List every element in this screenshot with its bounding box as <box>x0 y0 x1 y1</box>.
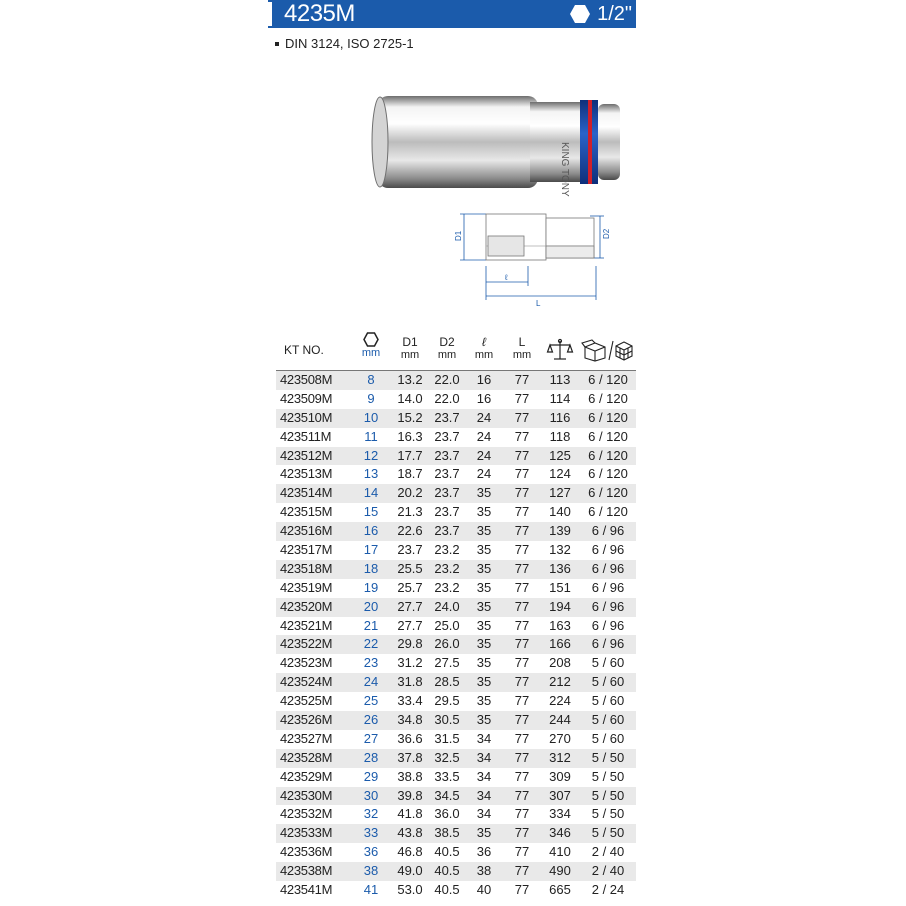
L-cell: 77 <box>514 560 530 576</box>
table-row <box>276 560 636 579</box>
L-cell: 77 <box>514 787 530 803</box>
l-cell: 34 <box>476 749 492 765</box>
L-cell: 77 <box>514 882 530 898</box>
size-cell: 36 <box>363 844 379 860</box>
L-cell: 77 <box>514 768 530 784</box>
d1-cell: 25.7 <box>397 579 423 595</box>
header-d2 <box>429 336 465 376</box>
packing-cell: 5 / 50 <box>591 825 625 841</box>
packing-cell: 6 / 120 <box>588 485 628 501</box>
d2-cell: 34.5 <box>434 787 460 803</box>
l-cell: 24 <box>476 428 492 444</box>
size-cell: 26 <box>363 712 379 728</box>
kt-no-cell: 423516M <box>280 523 333 539</box>
drive-label: 1/2" <box>597 3 632 25</box>
header-size-unit: mm <box>361 347 381 359</box>
kt-no-cell: 423509M <box>280 390 333 406</box>
d1-cell: 20.2 <box>397 485 423 501</box>
table-row <box>276 409 636 428</box>
l-cell: 34 <box>476 768 492 784</box>
weight-cell: 113 <box>549 372 571 387</box>
size-cell: 8 <box>367 372 375 387</box>
L-cell: 77 <box>514 598 530 614</box>
packing-cell: 5 / 50 <box>591 806 625 822</box>
size-cell: 23 <box>363 655 379 671</box>
l-cell: 35 <box>476 523 492 539</box>
kt-no-cell: 423522M <box>280 636 333 652</box>
d1-cell: 39.8 <box>397 787 423 803</box>
kt-no-cell: 423541M <box>280 882 333 898</box>
d1-cell: 34.8 <box>397 712 423 728</box>
weight-cell: 270 <box>549 730 571 746</box>
kt-no-cell: 423527M <box>280 730 333 746</box>
packing-cell: 2 / 40 <box>591 863 625 879</box>
L-cell: 77 <box>514 655 530 671</box>
kt-no-cell: 423538M <box>280 863 333 879</box>
d1-cell: 18.7 <box>397 466 423 482</box>
weight-cell: 124 <box>549 466 571 482</box>
d2-cell: 30.5 <box>434 712 460 728</box>
weight-cell: 163 <box>549 617 571 633</box>
packing-cell: 6 / 96 <box>591 598 625 614</box>
L-cell: 77 <box>514 844 530 860</box>
weight-cell: 490 <box>549 863 571 879</box>
kt-no-cell: 423524M <box>280 674 333 690</box>
packing-cell: 5 / 60 <box>591 693 625 709</box>
table-row <box>276 465 636 484</box>
kt-no-cell: 423520M <box>280 598 333 614</box>
table-row <box>276 730 636 749</box>
weight-cell: 307 <box>549 787 571 803</box>
kt-no-cell: 423517M <box>280 542 333 558</box>
d1-cell: 21.3 <box>397 504 423 520</box>
packing-cell: 6 / 96 <box>591 636 625 652</box>
kt-no-cell: 423512M <box>280 447 333 463</box>
weight-cell: 166 <box>549 636 571 652</box>
packing-cell: 6 / 96 <box>591 617 625 633</box>
table-row <box>276 598 636 617</box>
table-row <box>276 862 636 881</box>
table-row <box>276 371 636 390</box>
weight-cell: 410 <box>549 844 571 860</box>
d1-cell: 33.4 <box>397 693 423 709</box>
l-cell: 35 <box>476 674 492 690</box>
d1-cell: 22.6 <box>397 523 423 539</box>
L-cell: 77 <box>514 749 530 765</box>
L-cell: 77 <box>514 372 530 387</box>
table-row <box>276 447 636 466</box>
d2-cell: 40.5 <box>434 863 460 879</box>
packing-cell: 6 / 120 <box>588 390 628 406</box>
kt-no-cell: 423528M <box>280 749 333 765</box>
l-cell: 35 <box>476 560 492 576</box>
packing-cell: 6 / 96 <box>591 523 625 539</box>
l-cell: 35 <box>476 693 492 709</box>
L-cell: 77 <box>514 636 530 652</box>
table-row <box>276 711 636 730</box>
packing-cell: 2 / 40 <box>591 844 625 860</box>
packing-cell: 6 / 120 <box>588 447 628 463</box>
packing-cell: 6 / 120 <box>588 372 628 387</box>
table-header <box>276 330 636 371</box>
d2-cell: 22.0 <box>434 390 460 406</box>
d2-cell: 23.2 <box>434 542 460 558</box>
packing-cell: 5 / 50 <box>591 768 625 784</box>
product-title: 4235M <box>284 0 355 27</box>
L-cell: 77 <box>514 674 530 690</box>
d2-cell: 23.7 <box>434 428 460 444</box>
header-band <box>268 0 636 28</box>
kt-no-cell: 423532M <box>280 806 333 822</box>
weight-cell: 244 <box>549 712 571 728</box>
d2-cell: 38.5 <box>434 825 460 841</box>
size-cell: 29 <box>363 768 379 784</box>
table-row <box>276 843 636 862</box>
table-row <box>276 579 636 598</box>
d1-cell: 25.5 <box>397 560 423 576</box>
size-cell: 27 <box>363 730 379 746</box>
d1-label: D1 <box>454 230 463 241</box>
size-cell: 19 <box>363 579 379 595</box>
table-body <box>276 371 636 900</box>
header-L <box>504 336 540 376</box>
d2-cell: 23.7 <box>434 466 460 482</box>
d2-label: D2 <box>602 228 611 239</box>
kt-no-cell: 423513M <box>280 466 333 482</box>
d1-cell: 43.8 <box>397 825 423 841</box>
d1-cell: 46.8 <box>397 844 423 860</box>
L-cell: 77 <box>514 542 530 558</box>
packing-cell: 5 / 60 <box>591 674 625 690</box>
weight-cell: 125 <box>549 447 571 463</box>
l-cell: 35 <box>476 617 492 633</box>
table-row <box>276 692 636 711</box>
header-d1-label: D1 <box>402 335 418 349</box>
l-cell: 40 <box>476 882 492 898</box>
size-cell: 18 <box>363 560 379 576</box>
d1-cell: 37.8 <box>397 749 423 765</box>
header-l-label: ℓ <box>482 335 486 349</box>
kt-no-cell: 423515M <box>280 504 333 520</box>
brand-text: KING TONY <box>559 142 570 197</box>
l-cell: 35 <box>476 504 492 520</box>
weight-cell: 127 <box>549 485 571 501</box>
weight-cell: 118 <box>549 428 571 444</box>
weight-cell: 140 <box>549 504 571 520</box>
l-cell: 35 <box>476 636 492 652</box>
d2-cell: 32.5 <box>434 749 460 765</box>
table-row <box>276 484 636 503</box>
size-cell: 14 <box>363 485 379 501</box>
size-cell: 22 <box>363 636 379 652</box>
kt-no-cell: 423508M <box>280 372 333 387</box>
table-row <box>276 768 636 787</box>
L-cell: 77 <box>514 712 530 728</box>
d2-cell: 23.7 <box>434 447 460 463</box>
table-row <box>276 673 636 692</box>
d2-cell: 23.7 <box>434 523 460 539</box>
size-cell: 11 <box>364 428 378 444</box>
l-label: ℓ <box>505 273 508 282</box>
d2-cell: 33.5 <box>434 768 460 784</box>
d2-cell: 23.7 <box>434 409 460 425</box>
size-cell: 33 <box>363 825 379 841</box>
packing-cell: 6 / 96 <box>591 579 625 595</box>
l-cell: 24 <box>476 409 492 425</box>
weight-cell: 208 <box>549 655 571 671</box>
dimension-diagram <box>450 206 610 316</box>
kt-no-cell: 423518M <box>280 560 333 576</box>
d2-cell: 28.5 <box>434 674 460 690</box>
kt-no-cell: 423523M <box>280 655 333 671</box>
weight-cell: 194 <box>549 598 571 614</box>
packing-cell: 5 / 50 <box>591 787 625 803</box>
packing-cell: 5 / 60 <box>591 730 625 746</box>
l-cell: 35 <box>476 542 492 558</box>
weight-cell: 334 <box>549 806 571 822</box>
header-L-unit: mm <box>512 349 532 361</box>
weight-cell: 151 <box>549 579 571 595</box>
l-cell: 34 <box>476 787 492 803</box>
deep-socket-photo <box>370 92 632 197</box>
spec-table <box>276 330 636 900</box>
header-L-label: L <box>518 335 526 349</box>
d2-cell: 23.2 <box>434 579 460 595</box>
header-weight <box>542 330 578 370</box>
standards-text: DIN 3124, ISO 2725-1 <box>285 36 414 51</box>
L-cell: 77 <box>514 466 530 482</box>
kt-no-cell: 423530M <box>280 787 333 803</box>
hexagon-outline-icon <box>363 332 379 347</box>
header-d2-unit: mm <box>437 349 457 361</box>
kt-no-cell: 423525M <box>280 693 333 709</box>
L-cell: 77 <box>514 617 530 633</box>
weight-cell: 139 <box>549 523 571 539</box>
d2-cell: 31.5 <box>434 730 460 746</box>
kt-no-cell: 423526M <box>280 712 333 728</box>
l-cell: 34 <box>476 730 492 746</box>
size-cell: 20 <box>363 598 379 614</box>
table-row <box>276 824 636 843</box>
kt-no-cell: 423514M <box>280 485 333 501</box>
table-row <box>276 617 636 636</box>
packing-cell: 6 / 120 <box>588 409 628 425</box>
size-cell: 17 <box>363 542 379 558</box>
L-cell: 77 <box>514 485 530 501</box>
kt-no-cell: 423521M <box>280 617 333 633</box>
size-cell: 25 <box>363 693 379 709</box>
table-row <box>276 787 636 806</box>
size-cell: 10 <box>363 409 379 425</box>
table-row <box>276 522 636 541</box>
d1-cell: 31.8 <box>397 674 423 690</box>
table-row <box>276 428 636 447</box>
size-cell: 28 <box>363 749 379 765</box>
l-cell: 35 <box>476 598 492 614</box>
d1-cell: 29.8 <box>397 636 423 652</box>
header-l-unit: mm <box>474 349 494 361</box>
weight-cell: 114 <box>549 390 571 406</box>
standards-line <box>275 36 414 51</box>
header-packing <box>580 330 636 370</box>
l-cell: 35 <box>476 485 492 501</box>
size-cell: 32 <box>363 806 379 822</box>
size-cell: 13 <box>363 466 379 482</box>
drive-size <box>569 0 632 28</box>
d1-cell: 17.7 <box>397 447 423 463</box>
d1-cell: 38.8 <box>397 768 423 784</box>
weight-cell: 309 <box>549 768 571 784</box>
d1-cell: 53.0 <box>397 882 423 898</box>
L-cell: 77 <box>514 863 530 879</box>
packing-cell: 2 / 24 <box>591 882 625 898</box>
kt-no-cell: 423511M <box>280 428 332 444</box>
d2-cell: 22.0 <box>434 372 460 387</box>
table-row <box>276 654 636 673</box>
L-cell: 77 <box>514 504 530 520</box>
box-packing-icon <box>582 338 634 362</box>
size-cell: 38 <box>363 863 379 879</box>
table-row <box>276 805 636 824</box>
header-tick <box>268 2 272 26</box>
d1-cell: 36.6 <box>397 730 423 746</box>
weight-cell: 312 <box>549 749 571 765</box>
d1-cell: 49.0 <box>397 863 423 879</box>
d2-cell: 25.0 <box>434 617 460 633</box>
l-cell: 35 <box>476 579 492 595</box>
table-row <box>276 390 636 409</box>
kt-no-cell: 423529M <box>280 768 333 784</box>
weight-cell: 132 <box>549 542 571 558</box>
header-d1 <box>392 336 428 376</box>
d2-cell: 26.0 <box>434 636 460 652</box>
d2-cell: 40.5 <box>434 882 460 898</box>
l-cell: 16 <box>476 372 492 387</box>
size-cell: 9 <box>367 390 375 406</box>
bullet-icon <box>275 42 279 46</box>
packing-cell: 6 / 96 <box>591 542 625 558</box>
kt-no-cell: 423519M <box>280 579 333 595</box>
weight-cell: 116 <box>549 409 571 425</box>
d1-cell: 23.7 <box>397 542 423 558</box>
d2-cell: 40.5 <box>434 844 460 860</box>
packing-cell: 6 / 120 <box>588 428 628 444</box>
l-cell: 35 <box>476 825 492 841</box>
l-cell: 38 <box>476 863 492 879</box>
d1-cell: 16.3 <box>397 428 423 444</box>
packing-cell: 5 / 50 <box>591 749 625 765</box>
table-row <box>276 881 636 900</box>
L-cell: 77 <box>514 825 530 841</box>
size-cell: 41 <box>363 882 379 898</box>
d1-cell: 13.2 <box>397 372 423 387</box>
weight-cell: 665 <box>549 882 571 898</box>
d2-cell: 23.7 <box>434 485 460 501</box>
packing-cell: 6 / 120 <box>588 466 628 482</box>
kt-no-cell: 423510M <box>280 409 333 425</box>
table-row <box>276 635 636 654</box>
packing-cell: 6 / 120 <box>588 504 628 520</box>
size-cell: 16 <box>363 523 379 539</box>
L-cell: 77 <box>514 730 530 746</box>
d1-cell: 14.0 <box>397 390 423 406</box>
d2-cell: 36.0 <box>434 806 460 822</box>
l-cell: 24 <box>476 466 492 482</box>
l-cell: 16 <box>476 390 492 406</box>
d2-cell: 23.7 <box>434 504 460 520</box>
l-cell: 35 <box>476 655 492 671</box>
d1-cell: 27.7 <box>397 617 423 633</box>
kt-no-cell: 423533M <box>280 825 333 841</box>
hexagon-icon <box>569 4 591 24</box>
header-d2-label: D2 <box>439 335 455 349</box>
header-d1-unit: mm <box>400 349 420 361</box>
weight-cell: 136 <box>549 560 571 576</box>
table-row <box>276 541 636 560</box>
d2-cell: 29.5 <box>434 693 460 709</box>
L-label: L <box>536 299 541 308</box>
packing-cell: 5 / 60 <box>591 655 625 671</box>
l-cell: 24 <box>476 447 492 463</box>
L-cell: 77 <box>514 409 530 425</box>
d1-cell: 31.2 <box>397 655 423 671</box>
weight-cell: 346 <box>549 825 571 841</box>
L-cell: 77 <box>514 447 530 463</box>
table-row <box>276 749 636 768</box>
d2-cell: 23.2 <box>434 560 460 576</box>
kt-no-cell: 423536M <box>280 844 333 860</box>
d1-cell: 41.8 <box>397 806 423 822</box>
header-kt-no: KT NO. <box>284 343 324 357</box>
size-cell: 30 <box>363 787 379 803</box>
table-row <box>276 503 636 522</box>
weight-cell: 212 <box>549 674 571 690</box>
L-cell: 77 <box>514 806 530 822</box>
d1-cell: 15.2 <box>397 409 423 425</box>
size-cell: 12 <box>363 447 379 463</box>
header-l <box>468 336 500 376</box>
packing-cell: 5 / 60 <box>591 712 625 728</box>
size-cell: 21 <box>363 617 379 633</box>
weight-cell: 224 <box>549 693 571 709</box>
L-cell: 77 <box>514 390 530 406</box>
l-cell: 36 <box>476 844 492 860</box>
size-cell: 24 <box>363 674 379 690</box>
l-cell: 35 <box>476 712 492 728</box>
d2-cell: 24.0 <box>434 598 460 614</box>
header-size <box>356 330 386 370</box>
L-cell: 77 <box>514 428 530 444</box>
packing-cell: 6 / 96 <box>591 560 625 576</box>
L-cell: 77 <box>514 523 530 539</box>
scale-icon <box>547 338 573 362</box>
l-cell: 34 <box>476 806 492 822</box>
L-cell: 77 <box>514 693 530 709</box>
d2-cell: 27.5 <box>434 655 460 671</box>
L-cell: 77 <box>514 579 530 595</box>
d1-cell: 27.7 <box>397 598 423 614</box>
size-cell: 15 <box>363 504 379 520</box>
